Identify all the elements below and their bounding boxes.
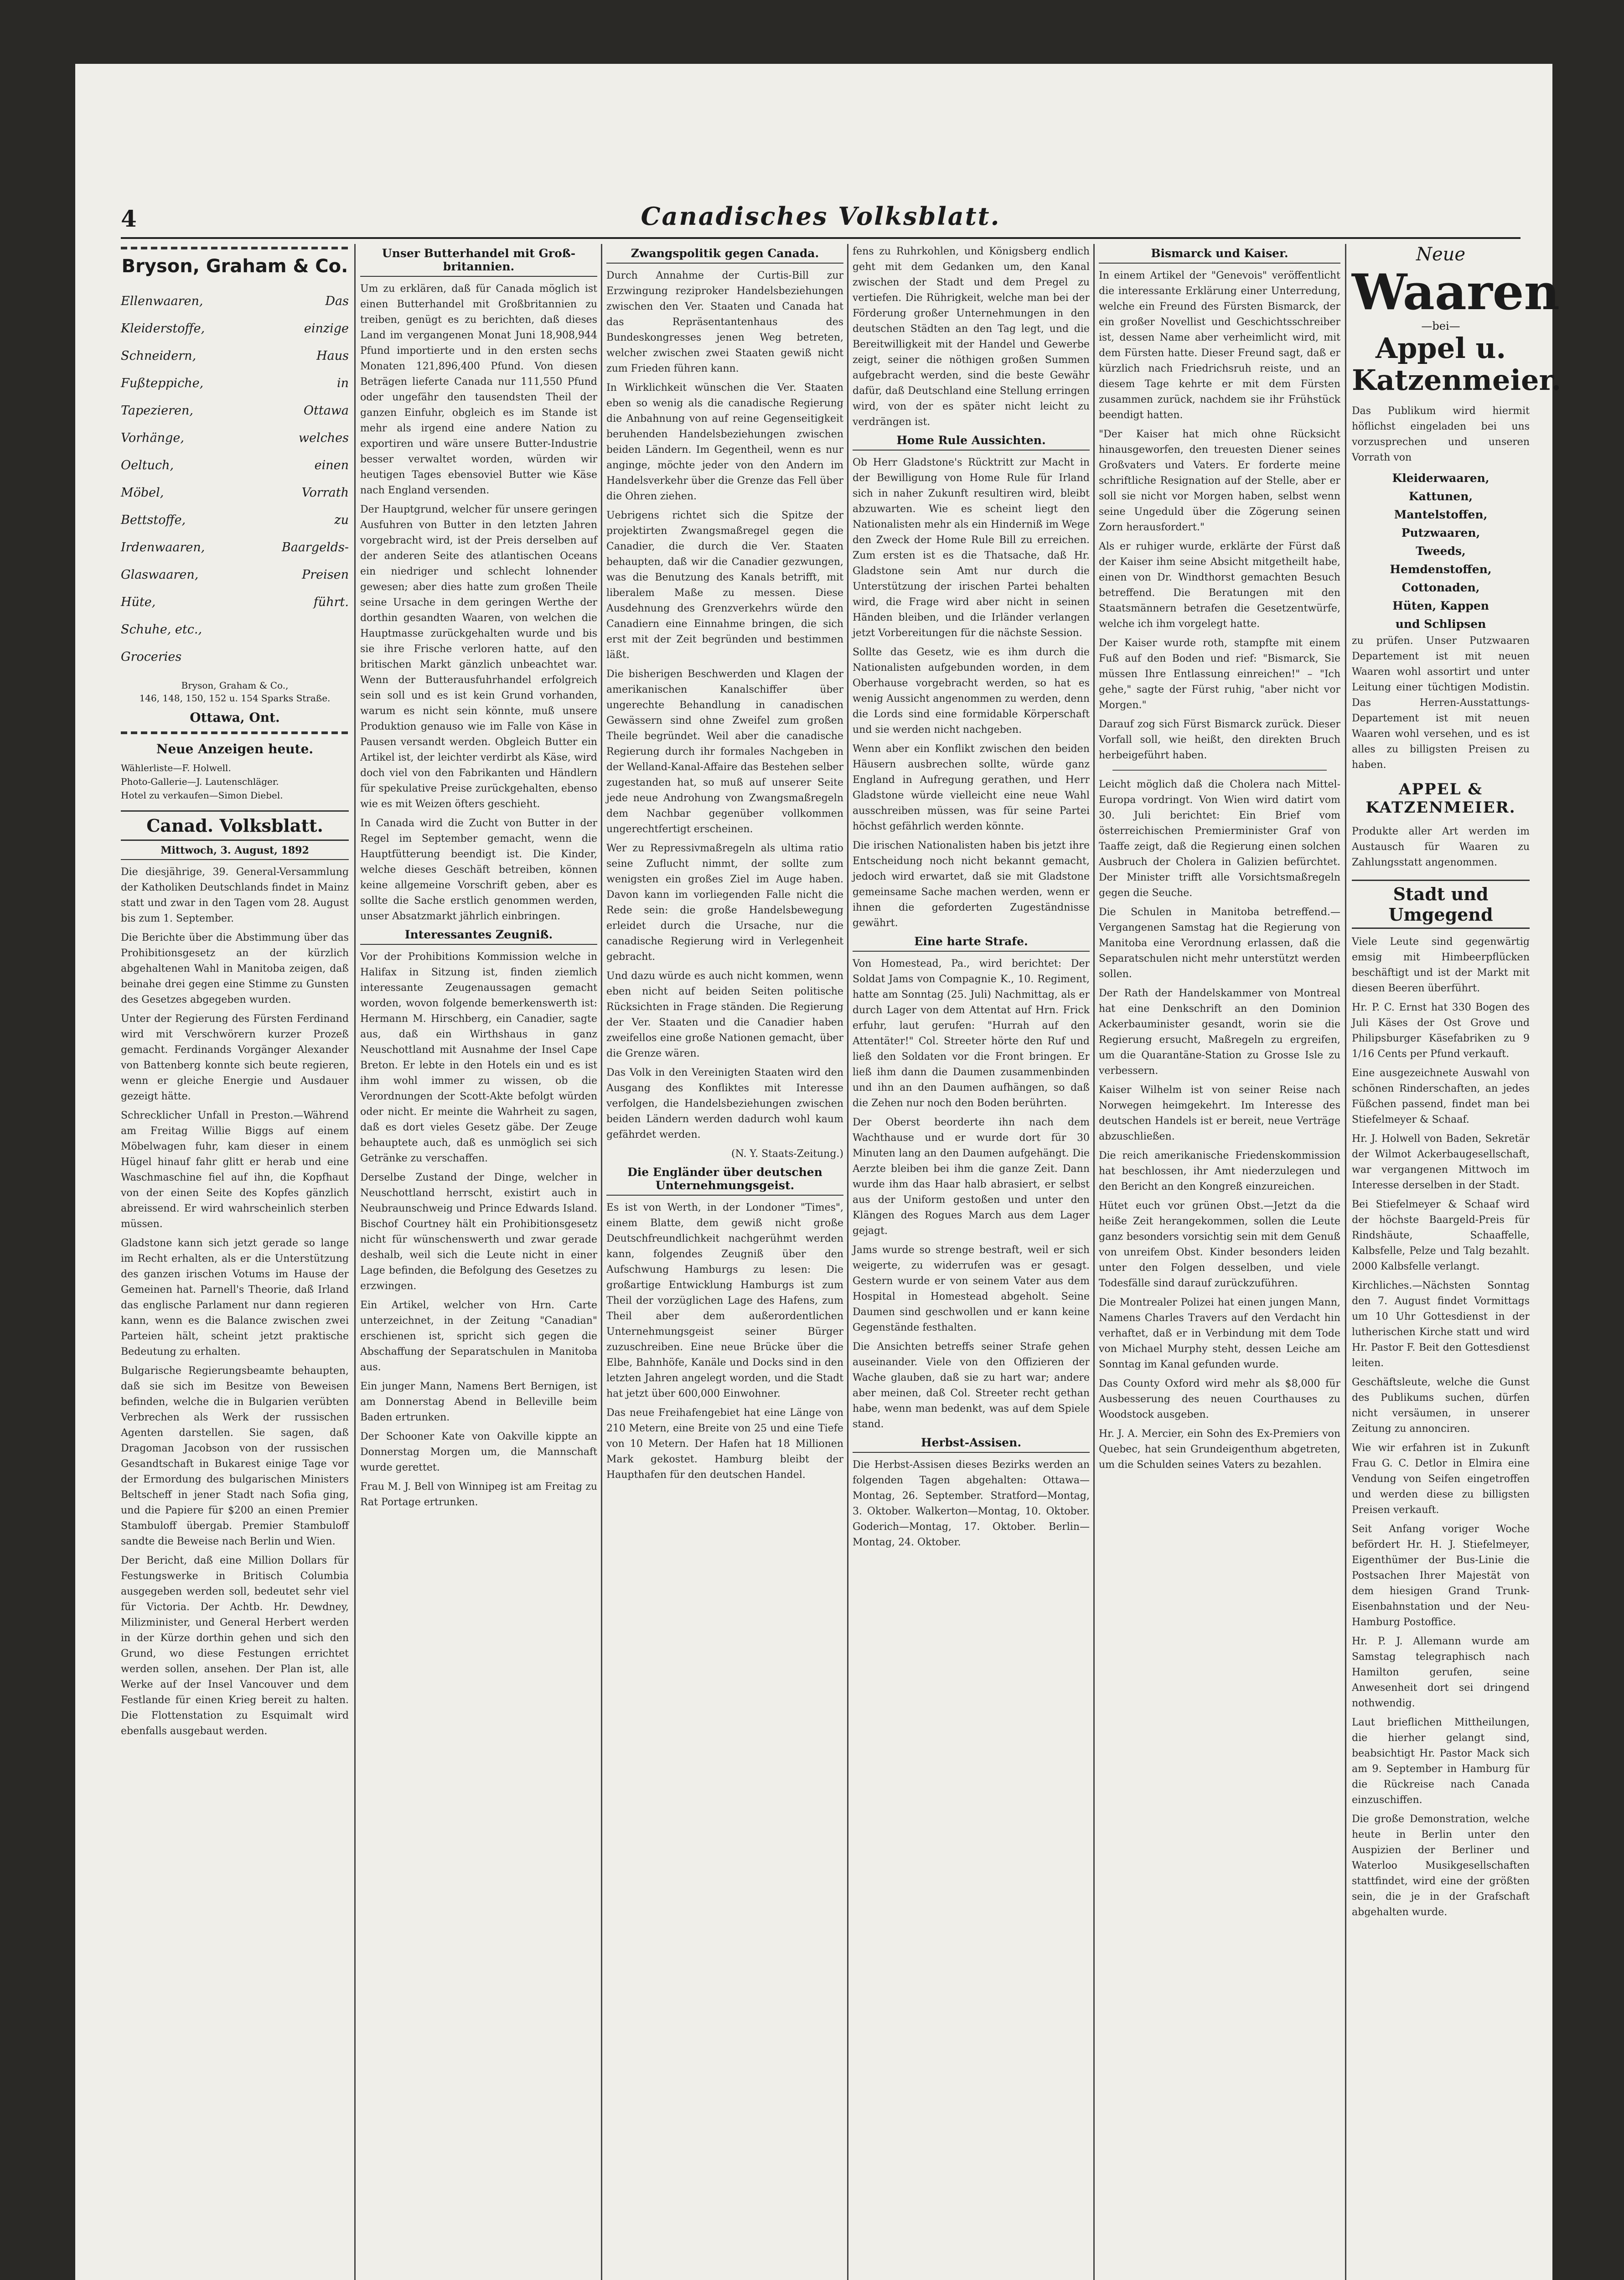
article-paragraph: Und dazu würde es auch nicht kommen, wenn eben nicht auf beiden Seiten politische Rücksichten in Frage ständen. Die Regierung der Ver. Staaten und die Canadier haben zweifellos eine große Nationen gemacht, über die Grenze wären. <box>606 970 843 1059</box>
article-heading: Herbst-Assisen. <box>853 1436 1090 1453</box>
ad-row <box>121 370 349 397</box>
article-source: (N. Y. Staats-Zeitung.) <box>731 1148 843 1160</box>
article-paragraph: Die Herbst-Assisen dieses Bezirks werden an folgenden Tagen abgehalten: Ottawa—Montag, 26. September. Stratford—Montag, 3. Oktober. Walkerton—Montag, 10. Oktober. Goderich—Montag, 17. Oktober. Berlin—Montag, 24. Oktober. <box>853 1459 1090 1548</box>
ad-row <box>121 425 349 452</box>
ad-item: Oeltuch, <box>121 458 174 472</box>
ad-item: Bettstoffe, <box>121 513 186 527</box>
column-rule <box>847 244 848 2280</box>
article-paragraph: Frau M. J. Bell von Winnipeg ist am Freitag zu Rat Portage ertrunken. <box>360 1481 597 1508</box>
article-paragraph: "Der Kaiser hat mich ohne Rücksicht hinausgeworfen, den treuesten Diener seines Großvaters und Vaters. Er forderte meine schriftliche Resignation auf der Stelle, aber er soll sie nicht vor Morgen haben, selbst wenn seine Ungeduld über die Zögerung seinen Zorn herausfordert." <box>1099 429 1340 533</box>
news-item: Das County Oxford wird mehr als $8,000 für Ausbesserung des neuen Courthauses zu Woodstock ausgeben. <box>1099 1378 1340 1420</box>
ad-slogan: welches <box>298 431 349 445</box>
ad-row <box>121 534 349 561</box>
ad-waaren: Waaren <box>1352 264 1560 321</box>
ad-slogan: Das <box>325 294 349 308</box>
article-paragraph: Von Homestead, Pa., wird berichtet: Der Soldat Jams von Compagnie K., 10. Regiment, hatte am Sonntag (25. Juli) Nachmittag, als er durch Lager von dem Attentat auf Hrn. Frick erfuhr, laut gerufen: "Hurrah auf den Attentäter!" Col. Streeter hörte den Ruf und ließ den Soldaten vor die Front bringen. Er ließ ihm dann die Daumen zusammenbinden und ihn an den Daumen aufhängen, so daß die Zehen nur noch den Boden berührten. <box>853 958 1090 1109</box>
ad-firm-small: Bryson, Graham & Co., <box>181 680 289 691</box>
section-title: Stadt und Umgegend <box>1352 880 1530 929</box>
ad-slogan: in <box>336 376 349 390</box>
decorative-border <box>121 731 349 734</box>
article-paragraph: In Wirklichkeit wünschen die Ver. Staaten eben so wenig als die canadische Regierung die Anbahnung von auf reine Gegenseitigkeit beruhenden Handelsbeziehungen zwischen beiden Ländern. Im Gegentheil, wenn es nur anginge, möchte jeder von den Andern im Handelsverkehr über die Grenze das Fell über die Ohren ziehen. <box>606 382 843 502</box>
paper-title: Canad. Volksblatt. <box>121 810 349 841</box>
ad-item: Glaswaaren, <box>121 568 199 582</box>
local-news-item: Seit Anfang voriger Woche befördert Hr. H. J. Stiefelmeyer, Eigenthümer der Bus-Linie die Postsachen Ihrer Majestät von dem hiesigen Grand Trunk-Eisenbahnstation und der Neu-Hamburg Postoffice. <box>1352 1523 1530 1628</box>
ad-item: Fußteppiche, <box>121 376 204 390</box>
ad-item: Tapezieren, <box>121 404 193 418</box>
local-news-item: Viele Leute sind gegenwärtig emsig mit Himbeerpflücken beschäftigt und ist der Markt mit diesen Beeren überführt. <box>1352 936 1530 994</box>
ad-footer: Produkte aller Art werden im Austausch für Waaren zu Zahlungsstatt angenommen. <box>1352 826 1530 868</box>
ad-goods-item: Cottonaden, <box>1402 581 1480 594</box>
ad-goods-item: Tweeds, <box>1416 544 1466 558</box>
ad-goods-list <box>121 288 349 671</box>
divider <box>1112 770 1327 771</box>
ad-goods-item: Hemdenstoffen, <box>1390 563 1492 576</box>
news-item: Hütet euch vor grünen Obst.—Jetzt da die heiße Zeit herangekommen, sollen die Leute ganz besonders vorsichtig sein mit dem Genuß von unreifem Obst. Kinder besonders leiden unter den Folgen desselben, und viele Todesfälle sind darauf zurückzuführen. <box>1099 1200 1340 1289</box>
ad-item: Schuhe, etc., <box>121 622 202 637</box>
news-item: Die diesjährige, 39. General-Versammlung der Katholiken Deutschlands findet in Mainz statt und zwar in den Tagen vom 28. August bis zum 1. September. <box>121 866 349 924</box>
article-heading: Eine harte Strafe. <box>853 935 1090 952</box>
column-rule <box>601 244 602 2280</box>
ad-goods-item: Putzwaaren, <box>1401 526 1480 539</box>
ad-row <box>121 643 349 671</box>
local-news-item: Hr. P. C. Ernst hat 330 Bogen des Juli Käses der Ost Grove und Philipsburger Käsefabriken zu 9 1/16 Cents per Pfund verkauft. <box>1352 1002 1530 1060</box>
ad-row <box>121 315 349 342</box>
news-item: Unter der Regierung des Fürsten Ferdinand wird mit Verschwörern kurzer Prozeß gemacht. Ferdinands Vorgänger Alexander von Battenberg konnte sich beute regieren, wenn er gleiche Energie und Ausdauer gezeigt hätte. <box>121 1013 349 1102</box>
article-paragraph: Das Volk in den Vereinigten Staaten wird den Ausgang des Konfliktes mit Interesse verfolgen, die Handelsbeziehungen zwischen beiden Ländern werden dadurch wohl kaum gefährdet werden. <box>606 1067 843 1140</box>
article-paragraph: Um zu erklären, daß für Canada möglich ist einen Butterhandel mit Großbritannien zu treiben, genügt es zu berichten, daß dieses Land im vergangenen Monat Juni 18,908,944 Pfund importierte und in den ersten sechs Monaten 121,896,400 Pfund. Von diesen Beträgen lieferte Canada nur 111,550 Pfund oder ungefähr den tausendsten Theil der ganzen Einfuhr, obgleich es im Stande ist mehr als irgend eine andere Nation zu exportiren und wäre unsere Butter-Industrie besser verwaltet worden, würden wir heutigen Tages ebensoviel Butter wie Käse nach England versenden. <box>360 283 597 496</box>
ad-city: Ottawa, Ont. <box>190 710 280 725</box>
article-heading: Interessantes Zeugniß. <box>360 928 597 945</box>
local-news-item: Eine ausgezeichnete Auswahl von schönen Rinderschaften, an jedes Füßchen passend, findet man bei Stiefelmeyer & Schaaf. <box>1352 1067 1530 1125</box>
ad-text: zu prüfen. Unser Putzwaaren Departement ist mit neuen Waaren wohl assortirt und unter Leitung einer tüchtigen Modistin. Das Herren-Ausstattungs-Departement ist mit neuen Waaren wohl versehen, und es ist alles zu billigsten Preisen zu haben. <box>1352 635 1530 771</box>
ad-item: Kleiderstoffe, <box>121 321 205 336</box>
ad-address: 146, 148, 150, 152 u. 154 Sparks Straße. <box>139 693 331 704</box>
local-news-item: Die große Demonstration, welche heute in Berlin unter den Auspizien der Berliner und Waterloo Musikgesellschaften stattfindet, wird eine der größten sein, die je in der Grafschaft abgehalten wurde. <box>1352 1814 1530 1918</box>
news-item: Leicht möglich daß die Cholera nach Mittel-Europa vordringt. Von Wien wird datirt vom 30. Juli berichtet: Ein Brief vom österreichischen Premierminister Graf von Taaffe zeigt, daß die Regierung einen solchen Ausbruch der Cholera in Galizien befürchtet. Der Minister trifft alle Vorsichtsmaßregeln gegen die Seuche. <box>1099 779 1340 899</box>
news-item: Die reich amerikanische Friedenskommission hat beschlossen, ihr Amt niederzulegen und den Bericht an den Kongreß einzureichen. <box>1099 1150 1340 1192</box>
ad-row <box>121 616 349 643</box>
ad-goods-item: Mantelstoffen, <box>1394 508 1488 521</box>
column-3 <box>606 244 843 2280</box>
column-rule <box>354 244 356 2280</box>
ad-row <box>121 507 349 534</box>
ad-firm-caps: APPEL & KATZENMEIER. <box>1365 780 1516 817</box>
article-paragraph: Darauf zog sich Fürst Bismarck zurück. Dieser Vorfall soll, wie heißt, den direkten Bruch herbeigeführt haben. <box>1099 719 1340 761</box>
news-item: Der Bericht, daß eine Million Dollars für Festungswerke in Britisch Columbia ausgegeben werden soll, bedeutet sehr viel für Victoria. Der Achtb. Hr. Dewdney, Milizminister, und General Herbert werden in der Kürze dorthin gehen und sich den Grund, wo diese Festungen errichtet werden sollen, ansehen. Der Plan ist, alle Werke auf der Insel Vancouver und dem Festlande für einen Krieg bereit zu halten. Die Flottenstation zu Esquimalt wird ebenfalls ausgebaut werden. <box>121 1555 349 1737</box>
article-paragraph: Die bisherigen Beschwerden und Klagen der amerikanischen Kanalschiffer über ungerechte Behandlung in canadischen Gewässern sind ohne Zweifel zum großen Theile begründet. Weil aber die canadische Regierung durch ihr formales Nachgeben in der Welland-Kanal-Affaire das Bestehen selber zugestanden hat, so muß auf unserer Seite jede neue Androhung von Zwangsmaßregeln dem Nachbar gegenüber vollkommen ungerechtfertigt erscheinen. <box>606 668 843 835</box>
article-paragraph: Der Oberst beorderte ihn nach dem Wachthause und er wurde dort für 30 Minuten lang an den Daumen aufgehängt. Die Aerzte bleiben bei ihm die ganze Zeit. Dann wurde ihm das Haar halb abrasiert, er selbst aus der Uniform gestoßen und unter den Klängen des Rogues March aus dem Lager gejagt. <box>853 1117 1090 1237</box>
page-number: 4 <box>121 205 137 232</box>
article-paragraph: Jams wurde so strenge bestraft, weil er sich weigerte, zu widerrufen was er gesagt. Gestern wurde er von seinem Vater aus dem Hospital in Homestead abgeholt. Seine Daumen sind geschwollen und er kann keine Gegenstände festhalten. <box>853 1244 1090 1333</box>
news-item: Die Berichte über die Abstimmung über das Prohibitionsgesetz an der kürzlich abgehaltenen Wahl in Manitoba zeigen, daß beinahe drei gegen eine Stimme zu Gunsten des Gesetzes abgegeben wurden. <box>121 932 349 1005</box>
article-paragraph: Ob Herr Gladstone's Rücktritt zur Macht in der Bewilligung von Home Rule für Irland sich in naher Zukunft resultiren wird, bleibt abzuwarten. Wie es scheint liegt den Nationalisten mehr als ein Hinderniß im Wege den Zweck der Home Rule Bill zu erreichen. Zum ersten ist es die Thatsache, daß Hr. Gladstone sein Amt nur durch die Unterstützung der irischen Partei behalten wird, die Frage wird aber nicht in seinen Händen bleiben, und die Irländer verlangen jetzt Vorbereitungen für die nächste Session. <box>853 457 1090 639</box>
ad-goods-item: Kattunen, <box>1408 490 1473 503</box>
new-ad-item: Photo-Gallerie—J. Lautenschläger. <box>121 776 279 787</box>
article-paragraph: In einem Artikel der "Genevois" veröffentlicht die interessante Erklärung einer Unterredung, welche ein Freund des Fürsten Bismarck, der ein großer Novellist und Geschichtsschreiber ist, dessen Name aber verheimlicht wird, mit dem Fürsten hatte. Dieser Freund sagt, daß er kürzlich nach Friedrichsruh reiste, und an diesem Tage kehrte er mit dem Fürsten zusammen zurück, nachdem sie ihr Frühstück beendigt hatten. <box>1099 270 1340 421</box>
page-header <box>121 202 1521 239</box>
column-2 <box>360 244 597 2280</box>
masthead: Canadisches Volksblatt. <box>641 202 1001 231</box>
news-item: Die Schulen in Manitoba betreffend.—Vergangenen Samstag hat die Regierung von Manitoba eine Verordnung erlassen, daß die Separatschulen nicht mehr unterstützt werden sollen. <box>1099 907 1340 980</box>
local-news-item: Laut brieflichen Mittheilungen, die hierher gelangt sind, beabsichtigt Hr. Pastor Mack sich am 9. September in Hamburg für die Rückreise nach Canada einzuschiffen. <box>1352 1717 1530 1806</box>
ad-item: Möbel, <box>121 486 164 500</box>
ad-bei: —bei— <box>1421 320 1460 332</box>
article-paragraph: In Canada wird die Zucht von Butter in der Regel im September gemacht, wenn die Hauptfütterung beendigt ist. Die Kinder, welche dieses Geschäft betreiben, können keine allgemeine Vorschrift geben, aber es sollte die Sache erstlich genommen werden, unser Absatzmarkt jährlich einbringen. <box>360 818 597 922</box>
news-item: Hr. J. A. Mercier, ein Sohn des Ex-Premiers von Quebec, hat sein Grundeigenthum abgetreten, um die Schulden seines Vaters zu bezahlen. <box>1099 1428 1340 1471</box>
news-item: Bulgarische Regierungsbeamte behaupten, daß sie sich im Besitze von Beweisen befinden, welche die in Bulgarien verübten Verbrechen als Werk der russischen Agenten darstellen. Sie sagen, daß Dragoman Jacobson von der russischen Gesandtschaft in Bukarest einige Tage vor der Ermordung des bulgarischen Ministers Beltscheff in jener Stadt nach Sofia ging, und die Papiere für $200 an einen Premier Stambuloff übergab. Premier Stambuloff sandte die Beweise nach Berlin und Wien. <box>121 1365 349 1547</box>
ad-slogan: zu <box>334 513 349 527</box>
ad-item: Schneidern, <box>121 349 197 363</box>
newspaper-page <box>75 64 1562 2280</box>
ad-item: Groceries <box>121 650 182 664</box>
ad-row <box>121 561 349 589</box>
new-ads-title: Neue Anzeigen heute. <box>156 741 314 757</box>
ad-neue: Neue <box>1416 244 1466 265</box>
ad-row <box>121 342 349 370</box>
local-news-item: Hr. P. J. Allemann wurde am Samstag telegraphisch nach Hamilton gerufen, seine Anwesenheit dort sei dringend nothwendig. <box>1352 1636 1530 1709</box>
article-paragraph: Ein junger Mann, Namens Bert Bernigen, ist am Donnerstag Abend in Belleville beim Baden ertrunken. <box>360 1381 597 1423</box>
news-item: Die Montrealer Polizei hat einen jungen Mann, Namens Charles Travers auf den Verdacht hin verhaftet, daß er in Verbindung mit dem Tode von Michael Murphy steht, dessen Leiche am Sonntag im Kanal gefunden wurde. <box>1099 1297 1340 1370</box>
column-5 <box>1099 244 1340 2280</box>
news-item: Der Rath der Handelskammer von Montreal hat eine Denkschrift an den Dominion Ackerbauminister gesandt, worin sie die Regierung ersucht, Maßregeln zu ergreifen, um die Quarantäne-Station zu Grosse Isle zu verbessern. <box>1099 988 1340 1077</box>
article-paragraph: Wenn aber ein Konflikt zwischen den beiden Häusern ausbrechen sollte, würde ganz England in Aufregung gerathen, und Herr Gladstone würde vielleicht eine neue Wahl ausschreiben müssen, was für seine Partei höchst gefährlich werden könnte. <box>853 743 1090 832</box>
ad-row <box>121 452 349 479</box>
article-heading: Unser Butterhandel mit Groß-britannien. <box>360 247 597 277</box>
article-paragraph: Derselbe Zustand der Dinge, welcher in Neuschottland herrscht, existirt auch in Neubraunschweig und Prince Edwards Island. Bischof Courtney hält ein Prohibitionsgesetz nicht für wünschenswerth und zwar gerade deshalb, weil sich die Leute nicht in einer Lage befinden, die Befolgung des Gesetzes zu erzwingen. <box>360 1172 597 1292</box>
article-paragraph: Sollte das Gesetz, wie es ihm durch die Nationalisten aufgebunden worden, in dem Oberhause vorgebracht werden, so hat es wenig Aussicht angenommen zu werden, denn die Lords sind eine formidable Körperschaft und sie werden nicht nachgeben. <box>853 647 1090 736</box>
article-heading: Home Rule Aussichten. <box>853 434 1090 451</box>
article-heading: Bismarck und Kaiser. <box>1099 247 1340 264</box>
ad-row <box>121 589 349 616</box>
issue-date: Mittwoch, 3. August, 1892 <box>121 845 349 860</box>
ad-row <box>121 479 349 507</box>
article-paragraph: Wer zu Repressivmaßregeln als ultima ratio seine Zuflucht nimmt, der sollte zum wenigsten ein großes Ziel im Auge haben. Davon kann im vorliegenden Falle nicht die Rede sein: die große Handelsbewegung erleidet durch die Ursache, nur die canadische Regierung wird in Verlegenheit gebracht. <box>606 843 843 963</box>
ad-item: Hüte, <box>121 595 156 609</box>
ad-slogan: Preisen <box>302 568 349 582</box>
article-paragraph: Als er ruhiger wurde, erklärte der Fürst daß der Kaiser ihm seine Absicht mitgetheilt habe, einen von Dr. Windthorst gemachten Besuch betreffend. Die Beratungen mit den Staatsmännern betrafen die Gesetzentwürfe, welche ich ihm vorgelegt hatte. <box>1099 541 1340 630</box>
ad-row <box>121 288 349 315</box>
new-ad-item: Hotel zu verkaufen—Simon Diebel. <box>121 790 283 801</box>
article-heading: Die Engländer über deutschen Unternehmungsgeist. <box>606 1166 843 1196</box>
ad-firm-name: Appel u. Katzenmeier. <box>1352 332 1562 397</box>
new-ad-item: Wählerliste—F. Holwell. <box>121 762 231 773</box>
ad-slogan: Ottawa <box>303 404 349 418</box>
ad-slogan: einen <box>314 458 349 472</box>
ad-goods-item: Hüten, Kappen <box>1392 599 1489 612</box>
local-news-item: Geschäftsleute, welche die Gunst des Publikums suchen, dürfen nicht versäumen, in unserer Zeitung zu annonciren. <box>1352 1377 1530 1435</box>
article-paragraph: Der Hauptgrund, welcher für unsere geringen Ausfuhren von Butter in den letzten Jahren vorgebracht wird, ist der Preis derselben auf der anderen Seite des atlantischen Oceans ein niedriger und schlecht lohnender gewesen; aber dies hatte zum großen Theile seine Ursache in dem geringen Werthe der dorthin gesandten Waaren, von welchen die Hauptmasse zurückgehalten wurde und bis sie ihre Frische verloren hatte, auf den britischen Markt gänzlich unbeachtet war. Wenn der Butterausfuhrhandel erfolgreich sein soll und es ist kein Grund vorhanden, warum es nicht sein könnte, muß unsere Produktion genauso wie im Falle von Käse in Pausen versandt werden. Obgleich Butter ein Artikel ist, der leichter verdirbt als Käse, wird doch viel von den Fabrikanten und Händlern für spekulative Preise zurückgehalten, ebenso wie es mit Weizen öfters geschieht. <box>360 504 597 810</box>
news-item: Gladstone kann sich jetzt gerade so lange im Recht erhalten, als er die Unterstützung des ganzen irischen Votums im Hause der Gemeinen hat. Parnell's Theorie, daß Irland das englische Parlament nur dann regieren kann, wenn es die Balance zwischen zwei Parteien hält, scheint jetzt praktische Bedeutung zu erhalten. <box>121 1238 349 1358</box>
article-paragraph: Das neue Freihafengebiet hat eine Länge von 210 Metern, eine Breite von 25 und eine Tiefe von 10 Metern. Der Hafen hat 18 Millionen Mark gekostet. Hamburg bleibt der Haupthafen für den deutschen Handel. <box>606 1407 843 1481</box>
column-1 <box>121 244 349 2280</box>
ad-firm-name: Bryson, Graham & Co. <box>121 256 348 277</box>
ad-goods-item: und Schlipsen <box>1395 617 1486 631</box>
ad-intro: Das Publikum wird hiermit höflichst eingeladen bei uns vorzusprechen und unseren Vorrath von <box>1352 405 1530 463</box>
article-paragraph: Die irischen Nationalisten haben bis jetzt ihre Entscheidung noch nicht bekannt gemacht, jedoch wird erwartet, daß sie mit Gladstone gemeinsame Sache machen werden, wenn er ihnen die geforderten Zugeständnisse gewährt. <box>853 840 1090 929</box>
ad-slogan: einzige <box>304 321 349 336</box>
local-news-item: Kirchliches.—Nächsten Sonntag den 7. August findet Vormittags um 10 Uhr Gottesdienst in der lutherischen Kirche statt und wird Hr. Pastor F. Beit den Gottesdienst leiten. <box>1352 1280 1530 1369</box>
local-news-item: Wie wir erfahren ist in Zukunft Frau G. C. Detlor in Elmira eine Vendung von Seifen eingetroffen und werden diese zu billigsten Preisen verkauft. <box>1352 1442 1530 1516</box>
ad-slogan: Vorrath <box>301 486 349 500</box>
article-paragraph: Die Ansichten betreffs seiner Strafe gehen auseinander. Viele von den Offizieren der Wache glauben, daß sie zu hart war; andere aber meinen, daß Col. Streeter recht gethan habe, wenn man bedenkt, was auf dem Spiele stand. <box>853 1341 1090 1430</box>
article-paragraph: Uebrigens richtet sich die Spitze der projektirten Zwangsmaßregel gegen die Canadier, die durch die Ver. Staaten behaupten, daß wir die Canadier gezwungen, was die Benutzung des Kanals betrifft, mit liberalem Maße zu messen. Diese Ausdehnung des Grenzverkehrs würde den Canadiern eine Einnahme bringen, die sich erst mit der Zeit begründen und bestimmen läßt. <box>606 510 843 661</box>
news-item: Kaiser Wilhelm ist von seiner Reise nach Norwegen heimgekehrt. Im Interesse des deutschen Handels ist er bereit, neue Verträge abzuschließen. <box>1099 1084 1340 1142</box>
article-paragraph: Der Kaiser wurde roth, stampfte mit einem Fuß auf den Boden und rief: "Bismarck, Sie müssen Ihre Entlassung einreichen!" – "Ich gehe," sagte der Fürst ruhig, "aber nicht vor Morgen." <box>1099 637 1340 711</box>
column-6 <box>1352 244 1562 2280</box>
ad-row <box>121 397 349 425</box>
article-paragraph: Ein Artikel, welcher von Hrn. Carte unterzeichnet, in der Zeitung "Canadian" erschienen ist, spricht sich gegen die Abschaffung der Separatschulen in Manitoba aus. <box>360 1300 597 1373</box>
ad-slogan: Baargelds- <box>281 540 349 554</box>
news-item: Schrecklicher Unfall in Preston.—Während am Freitag Willie Biggs auf einem Möbelwagen fuhr, kam dieser in einem Hügel hinauf fahr glitt er herab und eine Waschmaschine fiel auf ihn, die Kopfhaut von der einen Seite des Kopfes gänzlich abreissend. Er wird wahrscheinlich sterben müssen. <box>121 1110 349 1230</box>
article-paragraph: Der Schooner Kate von Oakville kippte an Donnerstag Morgen um, die Mannschaft wurde gerettet. <box>360 1431 597 1473</box>
ad-item: Vorhänge, <box>121 431 184 445</box>
article-paragraph: Vor der Prohibitions Kommission welche in Halifax in Sitzung ist, finden ziemlich interessante Zeugenaussagen gemacht worden, wovon folgende bemerkenswerth ist: Hermann M. Hirschberg, ein Canadier, sagte aus, daß ein Wirthshaus in ganz Neuschottland mit Ausnahme der Insel Cape Breton. Er lebte in den Hotels ein und es ist ihm wohl immer zu wissen, ob die Verordnungen der Scott-Akte befolgt würden oder nicht. Er meinte die Wahrheit zu sagen, daß es dort vieles Gesetz gäbe. Der Zeuge behauptete auch, daß es unmöglich sei sich Getränke zu verschaffen. <box>360 951 597 1164</box>
local-news-item: Hr. J. Holwell von Baden, Sekretär der Wilmot Ackerbaugesellschaft, war vergangenen Mittwoch im Interesse derselben in der Stadt. <box>1352 1133 1530 1191</box>
article-paragraph: Durch Annahme der Curtis-Bill zur Erzwingung reziproker Handelsbeziehungen zwischen den Ver. Staaten und Canada hat das Repräsentantenhaus des Bundeskongresses jenen Weg betreten, welcher zwischen zwei Staaten gewiß nicht zum Frieden führen kann. <box>606 270 843 374</box>
ad-item: Irdenwaaren, <box>121 540 205 554</box>
ad-item: Ellenwaaren, <box>121 294 203 308</box>
ad-slogan: Haus <box>316 349 349 363</box>
article-heading: Zwangspolitik gegen Canada. <box>606 247 843 264</box>
column-rule <box>1345 244 1346 2280</box>
column-4 <box>853 244 1090 2280</box>
decorative-border <box>121 247 349 249</box>
ad-slogan: führt. <box>313 595 349 609</box>
article-paragraph: fens zu Ruhrkohlen, und Königsberg endlich geht mit dem Gedanken um, den Kanal zwischen der Stadt und dem Pregel zu vertiefen. Die Rührigkeit, welche man bei der Förderung großer Unternehmungen in den deutschen Städten an den Tag legt, und die Bereitwilligkeit mit der Handel und Gewerbe zeigt, seiner die nöthigen großen Summen aufgebracht werden, sind die beste Gewähr dafür, daß Deutschland eine Stellung erringen wird, von der es später nicht leicht zu verdrängen ist. <box>853 246 1090 428</box>
local-news-item: Bei Stiefelmeyer & Schaaf wird der höchste Baargeld-Preis für Rindshäute, Schaaffelle, Kalbsfelle, Pelze und Talg bezahlt. 2000 Kalbsfelle verlangt. <box>1352 1199 1530 1272</box>
article-paragraph: Es ist von Werth, in der Londoner "Times", einem Blatte, dem gewiß nicht große Deutschfreundlichkeit nachgerühmt werden kann, folgendes Zeugniß über den Aufschwung Hamburgs zu lesen: Die großartige Entwicklung Hamburgs ist zum Theil der vorzüglichen Lage des Hafens, zum Theil aber dem außerordentlichen Unternehmungsgeist seiner Bürger zuzuschreiben. Eine neue Brücke über die Elbe, Bahnhöfe, Kanäle und Docks sind in den letzten Jahren angelegt worden, und die Stadt hat jetzt über 600,000 Einwohner. <box>606 1202 843 1399</box>
column-rule <box>1093 244 1095 2280</box>
ad-goods-item: Kleiderwaaren, <box>1392 472 1490 485</box>
